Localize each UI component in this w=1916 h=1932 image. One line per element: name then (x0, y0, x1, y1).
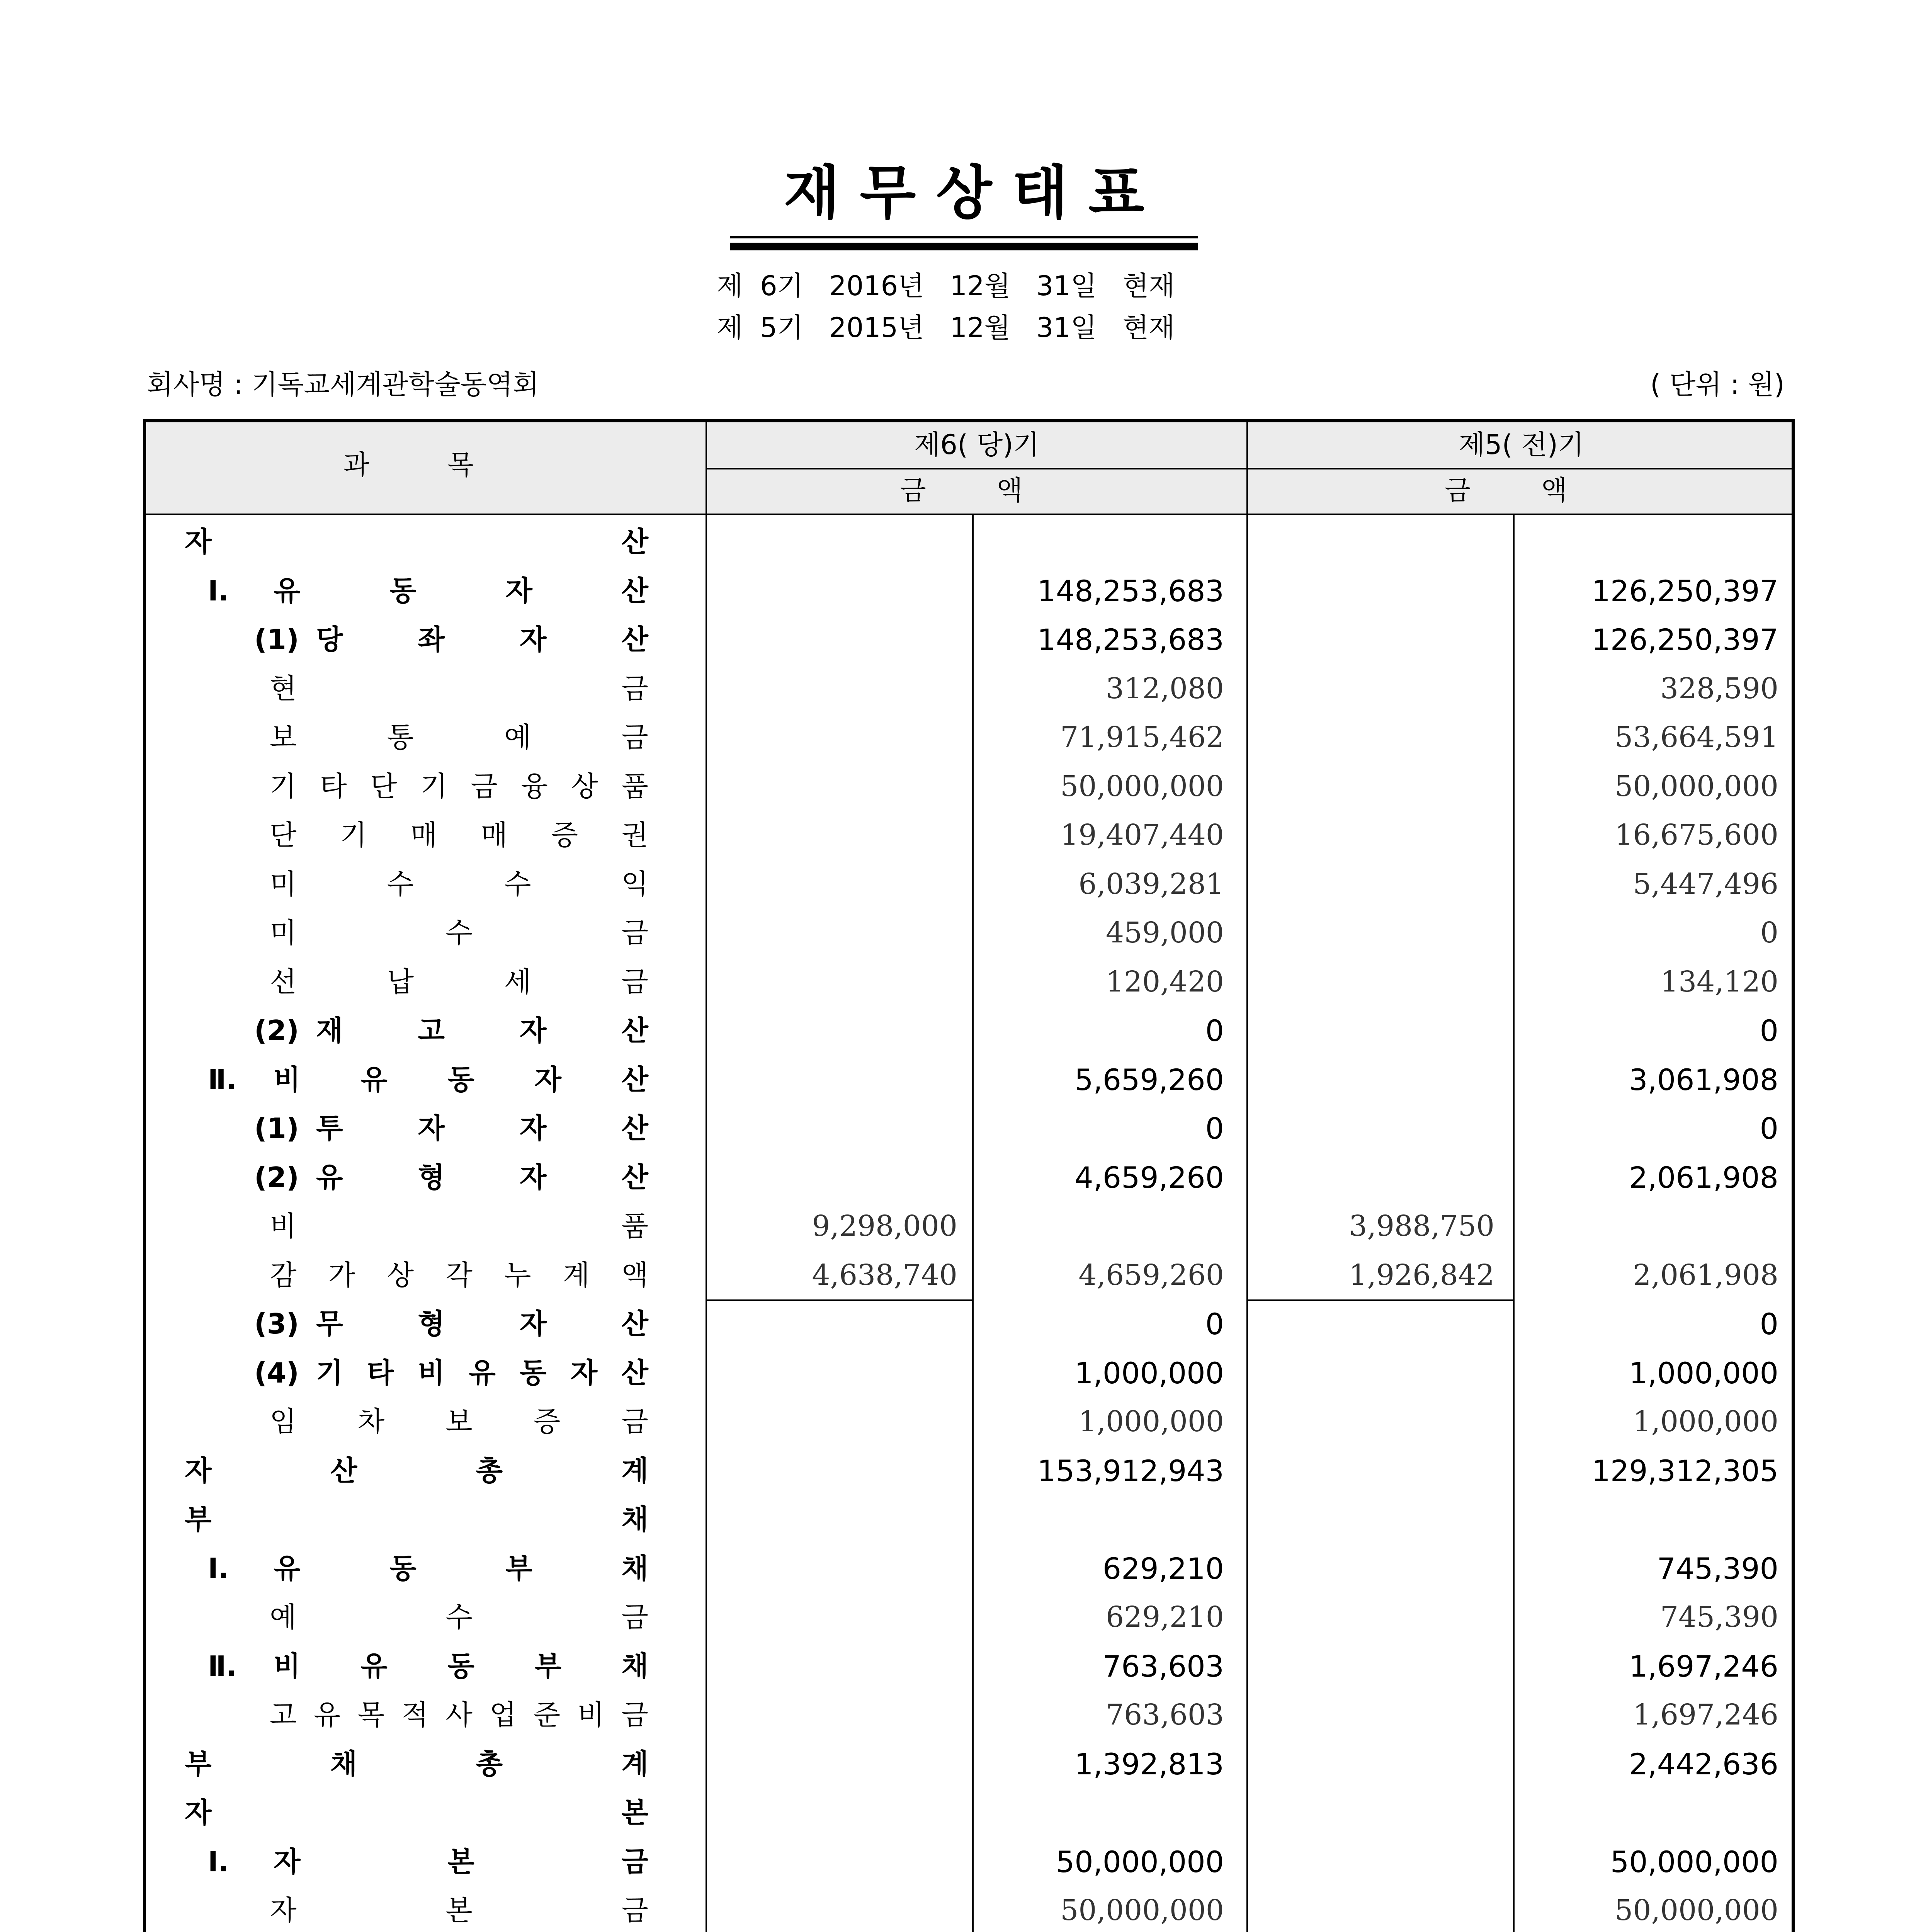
row-prefix: (2) (254, 1014, 299, 1047)
header-current-amount: 금 액 (900, 474, 1054, 506)
row-label: 고 유 목 적 사 업 준 비 금 (270, 1699, 648, 1731)
prev-amount: 16,675,600 (1615, 818, 1778, 852)
row-label: 유 동 부 채 (274, 1552, 648, 1585)
table-row (146, 1055, 1792, 1104)
prev-sub-amount: 1,926,842 (1349, 1258, 1494, 1292)
row-label: 유 동 자 산 (274, 574, 648, 607)
cur-amount: 629,210 (1102, 1551, 1224, 1586)
table-row (146, 1495, 1792, 1544)
table-row (146, 1397, 1792, 1446)
table-row (146, 860, 1792, 909)
header-previous-amount: 금 액 (1444, 474, 1598, 506)
table-row (146, 664, 1792, 713)
cur-amount: 1,392,813 (1074, 1747, 1224, 1781)
prev-amount: 134,120 (1660, 965, 1778, 998)
row-label: 비 유 동 부 채 (274, 1650, 648, 1682)
header-previous-period: 제5( 전)기 (1459, 429, 1584, 461)
table-row (146, 908, 1792, 957)
cur-amount: 4,659,260 (1074, 1160, 1224, 1195)
cur-amount: 153,912,943 (1037, 1453, 1224, 1488)
current-sub-rule (972, 515, 974, 1932)
cur-amount: 19,407,440 (1060, 818, 1224, 852)
table-row (146, 713, 1792, 762)
prev-amount: 1,000,000 (1633, 1405, 1778, 1438)
prev-sub-amount: 3,988,750 (1349, 1209, 1494, 1243)
cur-amount: 459,000 (1105, 916, 1224, 949)
previous-sub-rule (1513, 515, 1515, 1932)
table-row (146, 566, 1792, 616)
header-current-period: 제6( 당)기 (914, 429, 1040, 461)
prev-amount: 1,697,246 (1633, 1698, 1778, 1731)
row-label: 미 수 금 (270, 917, 648, 949)
cur-amount: 0 (1205, 1307, 1224, 1341)
prev-amount: 0 (1760, 916, 1778, 949)
table-row (146, 615, 1792, 664)
table-row (146, 1446, 1792, 1495)
cur-amount: 312,080 (1105, 672, 1224, 705)
cur-amount: 50,000,000 (1060, 1894, 1224, 1927)
cur-amount: 6,039,281 (1078, 867, 1224, 901)
prev-amount: 0 (1760, 1014, 1778, 1048)
row-prefix: Ⅱ. (208, 1650, 237, 1682)
cur-amount: 763,603 (1102, 1649, 1224, 1684)
row-label: 당 좌 자 산 (316, 623, 648, 656)
row-label: 부 채 (185, 1503, 648, 1536)
table-row (146, 1544, 1792, 1593)
current-sub-box-rule (706, 1299, 973, 1301)
cur-amount: 629,210 (1105, 1600, 1224, 1634)
cur-amount: 0 (1205, 1111, 1224, 1146)
header-account: 과 목 (343, 449, 508, 481)
balance-sheet-table (143, 419, 1795, 1932)
prev-amount: 50,000,000 (1615, 1894, 1778, 1927)
period-current: 제 6기 2016년 12월 31일 현재 (717, 270, 1175, 302)
cur-amount: 0 (1205, 1014, 1224, 1048)
row-label: 현 금 (270, 672, 648, 705)
table-row (146, 1740, 1792, 1789)
table-row (146, 1690, 1792, 1740)
row-prefix: (4) (254, 1356, 299, 1389)
row-prefix: (3) (254, 1308, 299, 1340)
title-underline-thick (730, 243, 1198, 250)
row-label: 비 품 (270, 1210, 648, 1242)
prev-amount: 0 (1760, 1111, 1778, 1146)
row-prefix: Ⅰ. (208, 574, 229, 607)
table-row (146, 1788, 1792, 1837)
prev-amount: 328,590 (1660, 672, 1778, 705)
prev-amount: 129,312,305 (1591, 1453, 1778, 1488)
row-label: 미 수 수 익 (270, 867, 648, 900)
prev-amount: 126,250,397 (1591, 622, 1778, 657)
row-label: 감 가 상 각 누 계 액 (270, 1259, 648, 1291)
table-row (146, 1593, 1792, 1642)
row-label: 투 자 자 산 (316, 1112, 648, 1145)
cur-amount: 50,000,000 (1060, 769, 1224, 803)
row-label: 예 수 금 (270, 1601, 648, 1633)
row-label: 자 본 금 (274, 1845, 648, 1878)
table-row (146, 1837, 1792, 1886)
cur-amount: 71,915,462 (1060, 721, 1224, 754)
row-label: 기 타 비 유 동 자 산 (316, 1356, 648, 1389)
company-name: 회사명 : 기독교세계관학술동역회 (147, 369, 539, 400)
table-row (146, 1251, 1792, 1300)
prev-amount: 745,390 (1657, 1551, 1778, 1586)
prev-amount: 1,697,246 (1629, 1649, 1778, 1684)
prev-amount: 50,000,000 (1615, 769, 1778, 803)
row-prefix: Ⅰ. (208, 1552, 229, 1585)
row-label: 보 통 예 금 (270, 721, 648, 753)
prev-amount: 53,664,591 (1615, 721, 1778, 754)
period-divider-rule (1246, 515, 1248, 1932)
prev-amount: 50,000,000 (1610, 1844, 1778, 1879)
table-row (146, 1642, 1792, 1691)
prev-amount: 3,061,908 (1629, 1062, 1778, 1097)
table-row (146, 1104, 1792, 1153)
cur-amount: 148,253,683 (1037, 622, 1224, 657)
prev-amount: 2,061,908 (1633, 1258, 1778, 1292)
row-prefix: (2) (254, 1161, 299, 1194)
row-label: 비 유 동 자 산 (274, 1063, 648, 1096)
table-row (146, 1006, 1792, 1055)
row-label: 임 차 보 증 금 (270, 1405, 648, 1438)
cur-amount: 1,000,000 (1074, 1355, 1224, 1390)
row-label: 자 산 (185, 526, 648, 558)
row-prefix: (1) (254, 623, 299, 656)
title-underline (730, 236, 1198, 238)
header-bottom-rule (146, 514, 1795, 515)
prev-amount: 745,390 (1660, 1600, 1778, 1634)
cur-sub-amount: 4,638,740 (812, 1258, 957, 1292)
table-row (146, 1886, 1792, 1932)
row-label: 유 형 자 산 (316, 1161, 648, 1194)
table-row (146, 1349, 1792, 1398)
row-prefix: Ⅰ. (208, 1845, 229, 1878)
row-label: 자 산 총 계 (185, 1454, 648, 1487)
row-label: 부 채 총 계 (185, 1747, 648, 1780)
cur-amount: 5,659,260 (1074, 1062, 1224, 1097)
table-row (146, 957, 1792, 1007)
prev-amount: 1,000,000 (1629, 1355, 1778, 1390)
cur-amount: 763,603 (1105, 1698, 1224, 1731)
unit-label: ( 단위 : 원) (1650, 369, 1785, 400)
prev-amount: 2,061,908 (1629, 1160, 1778, 1195)
row-label: 선 납 세 금 (270, 965, 648, 998)
cur-amount: 120,420 (1105, 965, 1224, 998)
table-row (146, 1153, 1792, 1202)
row-label: 재 고 자 산 (316, 1014, 648, 1047)
table-row (146, 1299, 1792, 1349)
cur-amount: 4,659,260 (1078, 1258, 1224, 1292)
row-label: 무 형 자 산 (316, 1308, 648, 1340)
table-row (146, 1202, 1792, 1251)
row-prefix: (1) (254, 1112, 299, 1145)
prev-amount: 5,447,496 (1633, 867, 1778, 901)
header-divider (706, 468, 1795, 469)
row-label: 자 본 (185, 1796, 648, 1829)
table-row (146, 762, 1792, 811)
prev-amount: 0 (1760, 1307, 1778, 1341)
row-label: 단 기 매 매 증 권 (270, 819, 648, 851)
cur-amount: 1,000,000 (1078, 1405, 1224, 1438)
cur-sub-amount: 9,298,000 (812, 1209, 957, 1243)
table-row (146, 517, 1792, 566)
cur-amount: 50,000,000 (1056, 1844, 1224, 1879)
cur-amount: 148,253,683 (1037, 573, 1224, 608)
previous-sub-box-rule (1247, 1299, 1514, 1301)
prev-amount: 126,250,397 (1591, 573, 1778, 608)
period-previous: 제 5기 2015년 12월 31일 현재 (717, 312, 1175, 344)
prev-amount: 2,442,636 (1629, 1747, 1778, 1781)
row-label: 자 본 금 (270, 1894, 648, 1927)
row-prefix: Ⅱ. (208, 1063, 237, 1096)
table-row (146, 811, 1792, 860)
row-label: 기 타 단 기 금 융 상 품 (270, 770, 648, 803)
document-title: 재 무 상 태 표 (784, 160, 1144, 227)
